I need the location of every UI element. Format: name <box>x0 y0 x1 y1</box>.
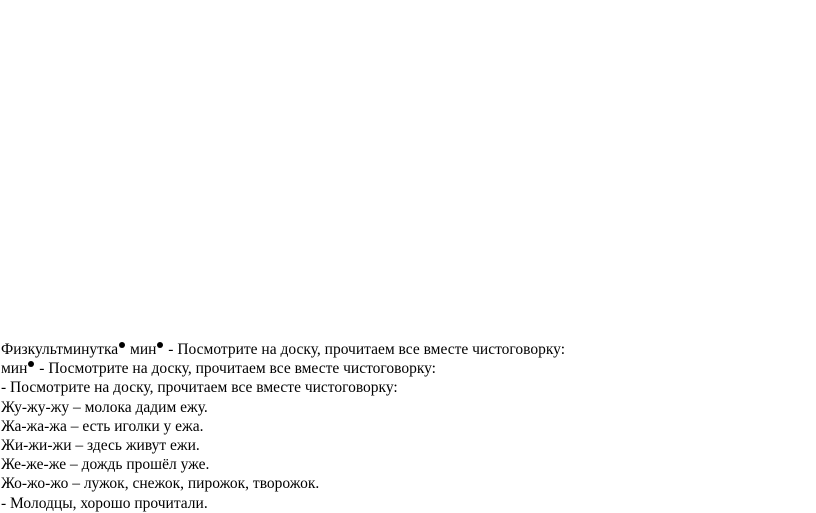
text-line-3: - Посмотрите на доску, прочитаем все вместе чистоговорку: <box>1 379 398 397</box>
text-line-7: Же-же-же – дождь прошёл уже. <box>1 456 210 474</box>
text-line-9: - Молодцы, хорошо прочитали. <box>1 494 208 512</box>
text-segment: мин <box>1 360 28 378</box>
text-segment: - Посмотрите на доску, прочитаем все вместе чистоговорку: <box>35 360 436 378</box>
text-line-4: Жу-жу-жу – молока дадим ежу. <box>1 398 208 416</box>
text-segment: мин <box>126 341 157 358</box>
text-line-2 <box>0 359 816 378</box>
text-line-8: Жо-жо-жо – лужок, снежок, пирожок, творожок. <box>1 475 320 493</box>
text-line-6: Жи-жи-жи – здесь живут ежи. <box>1 436 200 454</box>
bullet-icon <box>28 361 34 367</box>
bullet-icon <box>157 342 163 348</box>
document-body <box>0 340 816 513</box>
bullet-icon <box>119 342 125 348</box>
text-segment: - Посмотрите на доску, прочитаем все вместе чистоговорку: <box>164 341 566 358</box>
text-line-1 <box>0 340 816 359</box>
text-line-5: Жа-жа-жа – есть иголки у ежа. <box>1 417 204 435</box>
text-segment: Физкультминутка <box>1 341 119 358</box>
